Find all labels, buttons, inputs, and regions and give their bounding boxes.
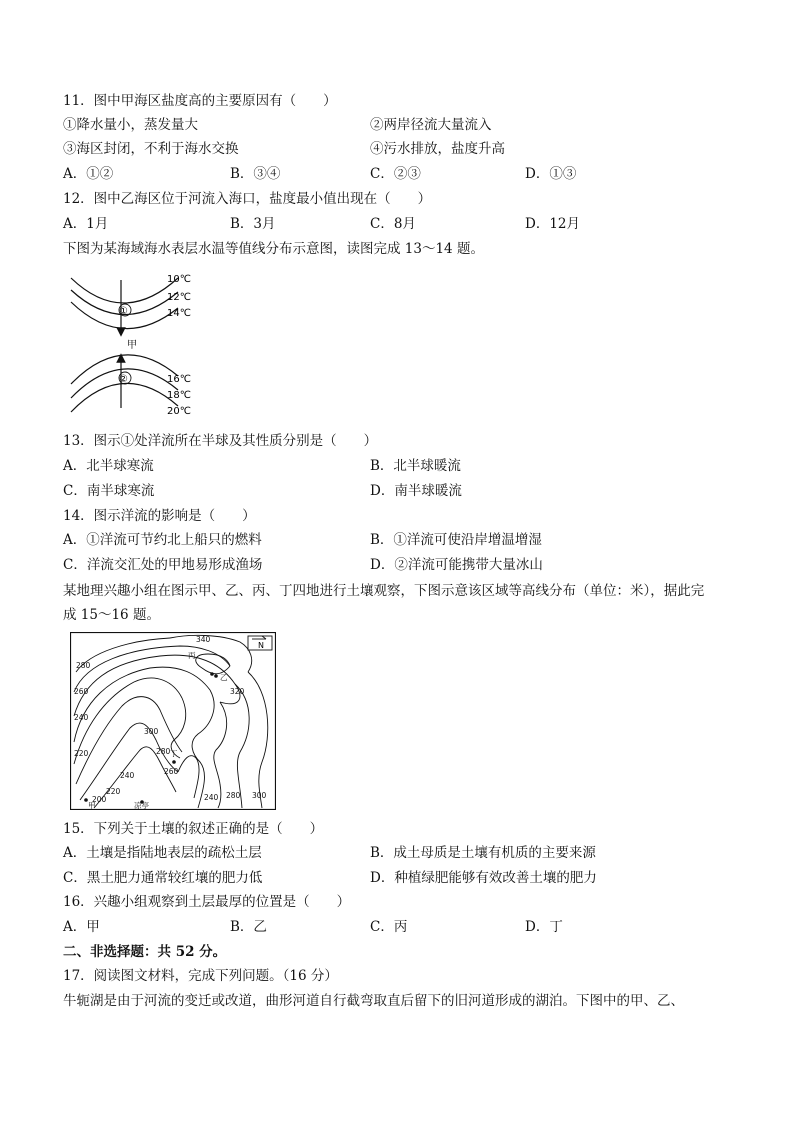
- q14-stem: 14．图示洋流的影响是（ ）: [63, 508, 256, 524]
- point-bing-label: 丙: [188, 651, 196, 660]
- current-1-label: ①: [119, 306, 128, 317]
- pavilion-label: 凉亭: [134, 801, 149, 810]
- intro-15-16-line2: 成 15～16 题。: [63, 607, 160, 623]
- north-label: N: [258, 641, 264, 650]
- q12-stem: 12．图中乙海区位于河流入海口，盐度最小值出现在（ ）: [63, 191, 432, 207]
- q14-option-c: C．洋流交汇处的甲地易形成渔场: [63, 557, 263, 573]
- contour-label-200: 200: [92, 795, 107, 804]
- intro-13-14: 下图为某海域海水表层水温等值线分布示意图，读图完成 13～14 题。: [63, 241, 484, 257]
- isotherm-10: [71, 278, 178, 303]
- point-yi-label: 乙: [220, 673, 228, 682]
- q11-statement-1: ①降水量小，蒸发量大: [63, 117, 198, 133]
- contour-label-280-west: 280: [76, 661, 91, 670]
- contour-label-260-west: 260: [74, 687, 89, 696]
- q13-option-a: A．北半球寒流: [63, 458, 154, 474]
- q11-statement-4: ④污水排放，盐度升高: [370, 141, 505, 157]
- point-jia-label: 甲: [127, 340, 137, 351]
- section-2-heading: 二、非选择题：共 52 分。: [63, 944, 227, 960]
- contour-label-240-center: 240: [120, 771, 135, 780]
- q14-option-b: B．①洋流可使沿岸增温增湿: [370, 532, 542, 548]
- q11-option-c: C．②③: [370, 166, 421, 182]
- q16-option-b: B．乙: [230, 919, 267, 935]
- q11-option-a: A．①②: [63, 166, 114, 182]
- label-18c: 18℃: [167, 390, 191, 401]
- q15-option-a: A．土壤是指陆地表层的疏松土层: [63, 845, 262, 861]
- current-2-label: ②: [119, 374, 128, 385]
- q16-option-d: D．丁: [525, 919, 563, 935]
- contour-label-240-east: 240: [204, 793, 219, 802]
- q11-option-b: B．③④: [230, 166, 281, 182]
- q14-option-a: A．①洋流可节约北上船只的燃料: [63, 532, 262, 548]
- contour-label-320: 320: [230, 687, 245, 696]
- intro-15-16-line1: 某地理兴趣小组在图示甲、乙、丙、丁四地进行土壤观察，下图示意该区域等高线分布（单位：米），据此完: [63, 583, 705, 599]
- q11-stem: 11．图中甲海区盐度高的主要原因有（ ）: [63, 93, 337, 109]
- label-14c: 14℃: [167, 308, 191, 319]
- contour-label-260-center: 260: [164, 767, 179, 776]
- contour-label-300: 300: [144, 727, 159, 736]
- contour-label-340: 340: [196, 635, 211, 644]
- q15-stem: 15．下列关于土壤的叙述正确的是（ ）: [63, 821, 324, 837]
- q16-option-c: C．丙: [370, 919, 408, 935]
- q12-option-a: A．1月: [63, 216, 109, 232]
- contour-label-240-west: 240: [74, 713, 89, 722]
- contour-label-220-west: 220: [74, 749, 89, 758]
- q14-option-d: D．②洋流可能携带大量冰山: [370, 557, 543, 573]
- label-20c: 20℃: [167, 406, 191, 417]
- label-16c: 16℃: [167, 374, 191, 385]
- q12-option-d: D．12月: [525, 216, 581, 232]
- label-10c: 10℃: [167, 274, 191, 285]
- q11-statement-2: ②两岸径流大量流入: [370, 117, 492, 133]
- sea-temperature-isotherm-figure: [63, 268, 203, 420]
- contour-label-220-south: 220: [106, 787, 121, 796]
- q13-option-c: C．南半球寒流: [63, 483, 155, 499]
- contour-label-280-east: 280: [226, 791, 241, 800]
- q12-option-b: B．3月: [230, 216, 276, 232]
- q13-option-b: B．北半球暖流: [370, 458, 461, 474]
- contour-label-300-east: 300: [252, 791, 267, 800]
- q15-option-c: C．黑土肥力通常较红壤的肥力低: [63, 870, 263, 886]
- q15-option-b: B．成土母质是土壤有机质的主要来源: [370, 845, 596, 861]
- label-12c: 12℃: [167, 292, 191, 303]
- contour-label-280-center: 280: [156, 747, 171, 756]
- point-ding-label: 丁: [170, 749, 178, 758]
- q17-stem: 17．阅读图文材料，完成下列问题。（16 分）: [63, 968, 338, 984]
- point-jia-label: 甲: [88, 801, 96, 810]
- q12-option-c: C．8月: [370, 216, 416, 232]
- q13-stem: 13．图示①处洋流所在半球及其性质分别是（ ）: [63, 433, 378, 449]
- contour-map-figure: [70, 632, 276, 810]
- q17-text: 牛轭湖是由于河流的变迁或改道，曲形河道自行截弯取直后留下的旧河道形成的湖泊。下图中的甲、乙、: [63, 993, 684, 1009]
- isotherm-20: [71, 383, 178, 412]
- q15-option-d: D．种植绿肥能够有效改善土壤的肥力: [370, 870, 597, 886]
- q13-option-d: D．南半球暖流: [370, 483, 462, 499]
- q11-option-d: D．①③: [525, 166, 577, 182]
- q16-stem: 16．兴趣小组观察到土层最厚的位置是（ ）: [63, 894, 351, 910]
- q16-option-a: A．甲: [63, 919, 100, 935]
- q11-statement-3: ③海区封闭，不利于海水交换: [63, 141, 239, 157]
